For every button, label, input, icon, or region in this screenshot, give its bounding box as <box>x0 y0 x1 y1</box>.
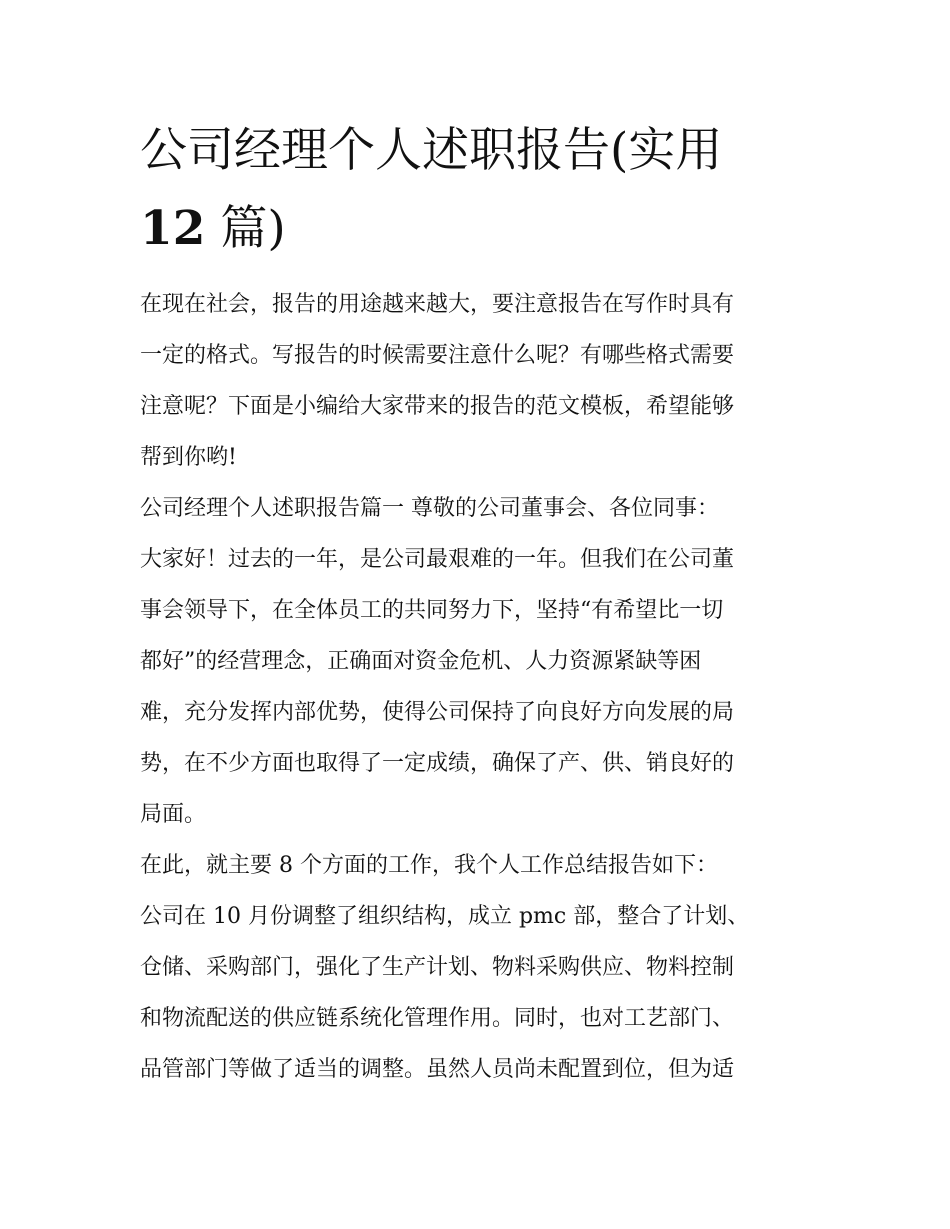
title-line-2: 篇) <box>205 201 286 256</box>
body-line: 都好”的经营理念，正确面对资金危机、人力资源紧缺等困 <box>140 649 702 674</box>
body-line: 品管部门等做了适当的调整。虽然人员尚未配置到位，但为适 <box>140 1057 735 1082</box>
body-line: 公司在 10 月份调整了组织结构，成立 pmc 部，整合了计划、 <box>140 904 750 929</box>
body-line: 在此，就主要 8 个方面的工作，我个人工作总结报告如下： <box>140 853 718 878</box>
body-line: 帮到你哟! <box>140 445 237 470</box>
body-line: 大家好！过去的一年，是公司最艰难的一年。但我们在公司董 <box>140 547 735 572</box>
document-body <box>140 279 820 1095</box>
body-line: 和物流配送的供应链系统化管理作用。同时，也对工艺部门、 <box>140 1006 735 1031</box>
body-line: 事会领导下，在全体员工的共同努力下，坚持“有希望比一切 <box>140 598 724 623</box>
title-number: 12 <box>140 201 206 256</box>
body-line: 难，充分发挥内部优势，使得公司保持了向良好方向发展的局 <box>140 700 735 725</box>
body-line: 仓储、采购部门，强化了生产计划、物料采购供应、物料控制 <box>140 955 735 980</box>
body-line: 在现在社会，报告的用途越来越大，要注意报告在写作时具有 <box>140 292 735 317</box>
title-line-1: 公司经理个人述职报告(实用 <box>140 123 723 178</box>
body-line: 局面。 <box>140 802 207 827</box>
body-line: 一定的格式。写报告的时候需要注意什么呢？有哪些格式需要 <box>140 343 735 368</box>
body-line: 公司经理个人述职报告篇一 尊敬的公司董事会、各位同事： <box>140 496 719 521</box>
document-title <box>140 112 820 268</box>
body-line: 势，在不少方面也取得了一定成绩，确保了产、供、销良好的 <box>140 751 735 776</box>
body-line: 注意呢？下面是小编给大家带来的报告的范文模板，希望能够 <box>140 394 735 419</box>
